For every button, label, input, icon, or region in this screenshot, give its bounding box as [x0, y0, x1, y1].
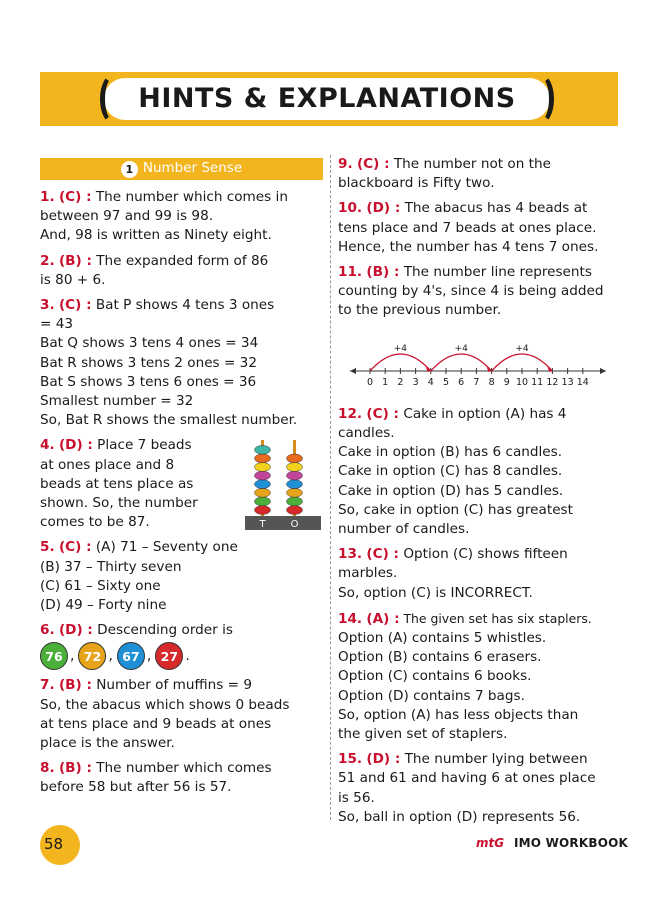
question-number: 2.	[40, 252, 55, 269]
jump-label: +4	[454, 343, 468, 354]
question-number: 4.	[40, 437, 55, 454]
text-line: (B) 37 – Thirty seven	[40, 558, 182, 575]
text-line: number of candles.	[338, 521, 470, 538]
question-number: 11.	[338, 264, 363, 281]
abacus-bead	[255, 480, 271, 489]
answer-key: (A) :	[366, 610, 400, 627]
answer-key: (C) :	[366, 405, 399, 422]
answer-key: (B) :	[58, 677, 92, 694]
abacus-base	[245, 516, 321, 530]
tick-label: 7	[473, 376, 480, 388]
question-number: 7.	[40, 677, 55, 694]
text-line: Option (C) shows fifteen	[399, 546, 568, 563]
abacus-bead	[287, 480, 303, 489]
tick-label: 12	[546, 376, 559, 388]
text-line: So, option (C) is INCORRECT.	[338, 584, 533, 601]
text-line: Number of muffins = 9	[91, 677, 252, 694]
question-number: 6.	[40, 622, 55, 639]
text-line: Descending order is	[92, 622, 233, 639]
text-line: Option (C) contains 6 books.	[338, 668, 532, 685]
tick-label: 10	[515, 376, 529, 388]
text-line: The abacus has 4 beads at	[400, 200, 588, 217]
answer-9	[338, 155, 620, 193]
answer-key: (D) :	[366, 751, 401, 768]
page-title: HINTS & EXPLANATIONS	[138, 83, 516, 114]
text-line: Smallest number = 32	[40, 393, 194, 410]
section-number-badge: 1	[121, 161, 138, 178]
question-number: 14.	[338, 610, 363, 627]
answer-key: (C) :	[58, 297, 92, 314]
text-line: to the previous number.	[338, 302, 502, 319]
answer-13	[338, 545, 620, 603]
arrow-icon	[350, 368, 356, 374]
text-line: is 56.	[338, 789, 375, 806]
abacus-bead	[287, 506, 303, 515]
workbook-title: IMO WORKBOOK	[514, 836, 629, 850]
answer-15	[338, 750, 620, 827]
text-line: The number which comes in	[91, 189, 288, 205]
text-line: Hence, the number has 4 tens 7 ones.	[338, 238, 599, 255]
number-circle: 67	[117, 642, 145, 670]
text-line: So, option (A) has less objects than	[338, 706, 579, 723]
text-line: beads at tens place as	[40, 475, 194, 492]
answer-key: (C) :	[356, 156, 390, 172]
abacus-illustration	[243, 436, 323, 531]
section-title: Number Sense	[142, 160, 243, 177]
tick-label: 4	[427, 376, 434, 388]
answer-key: (B) :	[366, 264, 400, 281]
text-line: The given set has six staplers.	[399, 610, 592, 626]
text-line: The expanded form of 86	[91, 252, 269, 269]
text-line: The number lying between	[400, 751, 588, 768]
text-line: The number which comes	[91, 760, 272, 777]
answer-8	[40, 759, 323, 797]
text-line: (D) 49 – Forty nine	[40, 597, 167, 614]
text-line: candles.	[338, 425, 395, 442]
tick-label: 6	[458, 376, 465, 388]
arrow-icon	[600, 368, 606, 374]
answer-14	[338, 609, 620, 744]
abacus-bead	[287, 454, 303, 463]
answer-7	[40, 676, 323, 753]
column-divider	[330, 155, 331, 820]
question-number: 9.	[338, 156, 353, 172]
text-line: at tens place and 9 beads at ones	[40, 715, 272, 732]
answer-key: (C) :	[58, 539, 92, 556]
brand-logo: mtG	[476, 836, 505, 850]
text-line: tens place and 7 beads at ones place.	[338, 219, 597, 236]
abacus-bead	[287, 489, 303, 498]
answer-11	[338, 263, 620, 321]
separator: ,	[108, 647, 113, 664]
answer-key: (C) :	[58, 189, 92, 205]
tick-label: 14	[576, 376, 589, 388]
text-line: So, the abacus which shows 0 beads	[40, 696, 290, 713]
abacus-bead	[255, 454, 271, 463]
answer-2	[40, 252, 323, 290]
abacus-label-ones: O	[290, 519, 299, 531]
text-line: Option (D) contains 7 bags.	[338, 687, 525, 704]
text-line: Cake in option (C) has 8 candles.	[338, 463, 563, 480]
question-number: 8.	[40, 760, 55, 777]
text-line: Option (B) contains 6 erasers.	[338, 649, 542, 666]
text-line: before 58 but after 56 is 57.	[40, 779, 232, 796]
answer-key: (B) :	[58, 760, 92, 777]
question-number: 1.	[40, 189, 55, 205]
number-circles	[40, 642, 323, 670]
question-number: 10.	[338, 200, 363, 217]
question-number: 5.	[40, 539, 55, 556]
tick-label: 1	[382, 376, 389, 388]
text-line: at ones place and 8	[40, 456, 175, 473]
text-line: The number line represents	[399, 264, 592, 281]
tick-label: 13	[561, 376, 574, 388]
text-line: Cake in option (A) has 4	[399, 405, 567, 422]
text-line: (A) 71 – Seventy one	[91, 539, 238, 556]
text-line: The number not on the	[389, 156, 551, 172]
answer-4	[40, 436, 323, 532]
abacus-bead	[255, 463, 271, 472]
tick-label: 9	[503, 376, 510, 388]
tick-label: 11	[531, 376, 544, 388]
text-line: = 43	[40, 316, 74, 333]
abacus-bead	[255, 472, 271, 481]
abacus-label-tens: T	[259, 519, 266, 531]
tick-label: 8	[488, 376, 495, 388]
answer-10	[338, 199, 620, 257]
tick-label: 2	[397, 376, 404, 388]
question-number: 15.	[338, 751, 363, 768]
abacus-bead	[255, 506, 271, 515]
text-line: the given set of staplers.	[338, 726, 508, 743]
right-column	[338, 155, 620, 833]
answer-12	[338, 405, 620, 539]
answer-key: (B) :	[58, 252, 92, 269]
question-number: 13.	[338, 546, 363, 563]
text-line: Place 7 beads	[92, 437, 192, 454]
text-line: So, Bat R shows the smallest number.	[40, 412, 298, 429]
question-number: 12.	[338, 405, 363, 422]
left-column	[40, 155, 323, 804]
text-line: marbles.	[338, 565, 398, 582]
text-line: So, cake in option (C) has greatest	[338, 501, 573, 518]
answer-5	[40, 538, 323, 615]
abacus-bead	[255, 489, 271, 498]
jump-label: +4	[515, 343, 529, 354]
abacus-bead	[287, 497, 303, 506]
number-circle: 72	[78, 642, 106, 670]
text-line: (C) 61 – Sixty one	[40, 577, 161, 594]
answer-key: (C) :	[366, 546, 399, 563]
tick-label: 0	[366, 376, 374, 388]
answer-key: (D) :	[58, 437, 93, 454]
text-line: is 80 + 6.	[40, 271, 106, 288]
abacus-bead	[255, 446, 271, 455]
text-line: And, 98 is written as Ninety eight.	[40, 227, 272, 244]
text-line: Bat P shows 4 tens 3 ones	[91, 297, 275, 314]
tick-label: 3	[412, 376, 419, 388]
answer-key: (D) :	[58, 622, 93, 639]
text-line: Bat Q shows 3 tens 4 ones = 34	[40, 335, 259, 352]
text-line: comes to be 87.	[40, 514, 150, 531]
answer-key: (D) :	[366, 200, 401, 217]
text-line: blackboard is Fifty two.	[338, 175, 495, 192]
separator: ,	[70, 647, 75, 664]
text-line: Cake in option (D) has 5 candles.	[338, 482, 564, 499]
abacus-bead	[287, 463, 303, 472]
jump-label: +4	[393, 343, 408, 354]
text-line: Bat S shows 3 tens 6 ones = 36	[40, 373, 257, 390]
text-line: Bat R shows 3 tens 2 ones = 32	[40, 354, 257, 371]
separator: ,	[146, 647, 152, 664]
section-header	[40, 158, 323, 180]
tick-label: 5	[442, 376, 450, 388]
answer-1	[40, 188, 323, 246]
text-line: 51 and 61 and having 6 at ones place	[338, 770, 596, 787]
text-line: So, ball in option (D) represents 56.	[338, 808, 581, 825]
separator: .	[185, 647, 190, 664]
text-line: shown. So, the number	[40, 495, 198, 512]
text-line: place is the answer.	[40, 735, 175, 752]
question-number: 3.	[40, 297, 55, 314]
abacus-bead	[287, 472, 303, 481]
page-number: 58	[44, 835, 64, 853]
number-line	[338, 333, 620, 395]
text-line: between 97 and 99 is 98.	[40, 208, 214, 225]
text-line: Option (A) contains 5 whistles.	[338, 630, 547, 647]
number-circle: 27	[155, 642, 183, 670]
abacus-bead	[255, 497, 271, 506]
answer-3	[40, 296, 323, 430]
text-line: Cake in option (B) has 6 candles.	[338, 444, 563, 461]
answer-6	[40, 621, 323, 670]
number-circle: 76	[40, 642, 68, 670]
text-line: counting by 4's, since 4 is being added	[338, 283, 604, 300]
